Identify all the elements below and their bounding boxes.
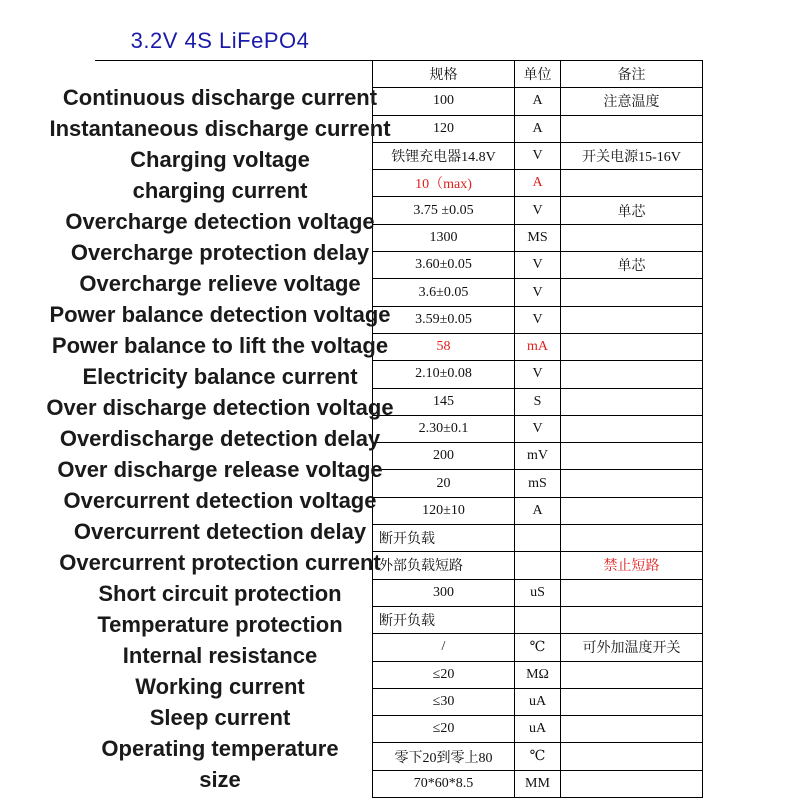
cell-unit: V: [515, 252, 561, 279]
cell-note: [561, 279, 703, 306]
cell-unit: S: [515, 388, 561, 415]
parameter-label: Instantaneous discharge current: [49, 116, 391, 141]
cell-unit: V: [515, 279, 561, 306]
cell-unit: uA: [515, 716, 561, 743]
cell-note: [561, 470, 703, 497]
parameter-label: Electricity balance current: [82, 364, 358, 389]
cell-note: [561, 497, 703, 524]
cell-spec: 3.60±0.05: [373, 252, 515, 279]
cell-unit: V: [515, 361, 561, 388]
cell-unit: MΩ: [515, 661, 561, 688]
parameter-label: charging current: [132, 178, 308, 203]
parameter-label: Over discharge release voltage: [57, 457, 383, 482]
cell-spec: 2.10±0.08: [373, 361, 515, 388]
cell-unit: A: [515, 88, 561, 115]
cell-spec: 300: [373, 579, 515, 606]
cell-unit: ℃: [515, 743, 561, 770]
parameter-label: Continuous discharge current: [62, 85, 378, 110]
cell-unit: mA: [515, 333, 561, 360]
cell-note: [561, 579, 703, 606]
parameter-label: Internal resistance: [122, 643, 318, 668]
cell-note: [561, 688, 703, 715]
parameter-label: Overcharge detection voltage: [65, 209, 375, 234]
cell-note: [561, 361, 703, 388]
cell-note: 单芯: [561, 197, 703, 224]
cell-note: 注意温度: [561, 88, 703, 115]
cell-note: 开关电源15-16V: [561, 142, 703, 169]
parameter-label: Overdischarge detection delay: [59, 426, 381, 451]
top-divider: [95, 60, 373, 61]
parameter-label: Overcurrent protection current: [59, 550, 381, 575]
cell-spec: ≤20: [373, 661, 515, 688]
cell-unit: V: [515, 415, 561, 442]
cell-spec: 断开负载: [373, 606, 515, 633]
cell-note: 单芯: [561, 252, 703, 279]
cell-spec: ≤20: [373, 716, 515, 743]
header-note: 备注: [561, 61, 703, 88]
cell-unit: A: [515, 170, 561, 197]
cell-unit: A: [515, 115, 561, 142]
parameter-label: Overcurrent detection voltage: [63, 488, 377, 513]
cell-unit: [515, 525, 561, 552]
cell-spec: 70*60*8.5: [373, 770, 515, 797]
cell-spec: 3.59±0.05: [373, 306, 515, 333]
cell-note: [561, 716, 703, 743]
cell-unit: V: [515, 142, 561, 169]
cell-unit: uA: [515, 688, 561, 715]
cell-note: [561, 333, 703, 360]
cell-unit: mS: [515, 470, 561, 497]
cell-unit: V: [515, 306, 561, 333]
cell-note: [561, 525, 703, 552]
cell-unit: [515, 606, 561, 633]
cell-spec: 20: [373, 470, 515, 497]
parameter-label: Charging voltage: [130, 147, 310, 172]
cell-unit: MS: [515, 224, 561, 251]
cell-note: [561, 170, 703, 197]
cell-note: [561, 115, 703, 142]
parameter-label: Short circuit protection: [98, 581, 342, 606]
cell-unit: mV: [515, 443, 561, 470]
document-title: 3.2V 4S LiFePO4: [130, 28, 310, 53]
cell-spec: 铁锂充电器14.8V: [373, 142, 515, 169]
parameter-label: Over discharge detection voltage: [46, 395, 394, 420]
cell-unit: ℃: [515, 634, 561, 661]
cell-spec: 断开负载: [373, 525, 515, 552]
cell-spec: 零下20到零上80: [373, 743, 515, 770]
cell-spec: 3.6±0.05: [373, 279, 515, 306]
cell-spec: 1300: [373, 224, 515, 251]
cell-spec: 145: [373, 388, 515, 415]
cell-spec: 120: [373, 115, 515, 142]
cell-note: 可外加温度开关: [561, 634, 703, 661]
cell-spec: ≤30: [373, 688, 515, 715]
cell-spec: 120±10: [373, 497, 515, 524]
cell-spec: 3.75 ±0.05: [373, 197, 515, 224]
parameter-label: Power balance to lift the voltage: [51, 333, 389, 358]
cell-unit: uS: [515, 579, 561, 606]
cell-note: [561, 415, 703, 442]
cell-spec: 100: [373, 88, 515, 115]
cell-unit: [515, 552, 561, 579]
parameter-label: Overcharge relieve voltage: [79, 271, 361, 296]
cell-spec: 58: [373, 333, 515, 360]
header-unit: 单位: [515, 61, 561, 88]
header-spec: 规格: [373, 61, 515, 88]
cell-note: [561, 661, 703, 688]
cell-note: [561, 743, 703, 770]
cell-spec: 10（max): [373, 170, 515, 197]
cell-unit: V: [515, 197, 561, 224]
parameter-label: Operating temperature: [101, 736, 339, 761]
parameter-label: Sleep current: [149, 705, 291, 730]
parameter-label: Working current: [135, 674, 305, 699]
parameter-label: Overcurrent detection delay: [73, 519, 367, 544]
cell-spec: 外部负载短路: [373, 552, 515, 579]
cell-spec: 200: [373, 443, 515, 470]
cell-spec: /: [373, 634, 515, 661]
parameter-label: Overcharge protection delay: [70, 240, 370, 265]
cell-unit: MM: [515, 770, 561, 797]
cell-note: [561, 770, 703, 797]
cell-unit: A: [515, 497, 561, 524]
cell-note: [561, 443, 703, 470]
cell-note: 禁止短路: [561, 552, 703, 579]
cell-spec: 2.30±0.1: [373, 415, 515, 442]
cell-note: [561, 606, 703, 633]
cell-note: [561, 306, 703, 333]
cell-note: [561, 224, 703, 251]
cell-note: [561, 388, 703, 415]
parameter-label: size: [199, 767, 241, 792]
parameter-label: Temperature protection: [97, 612, 343, 637]
parameter-label: Power balance detection voltage: [49, 302, 391, 327]
